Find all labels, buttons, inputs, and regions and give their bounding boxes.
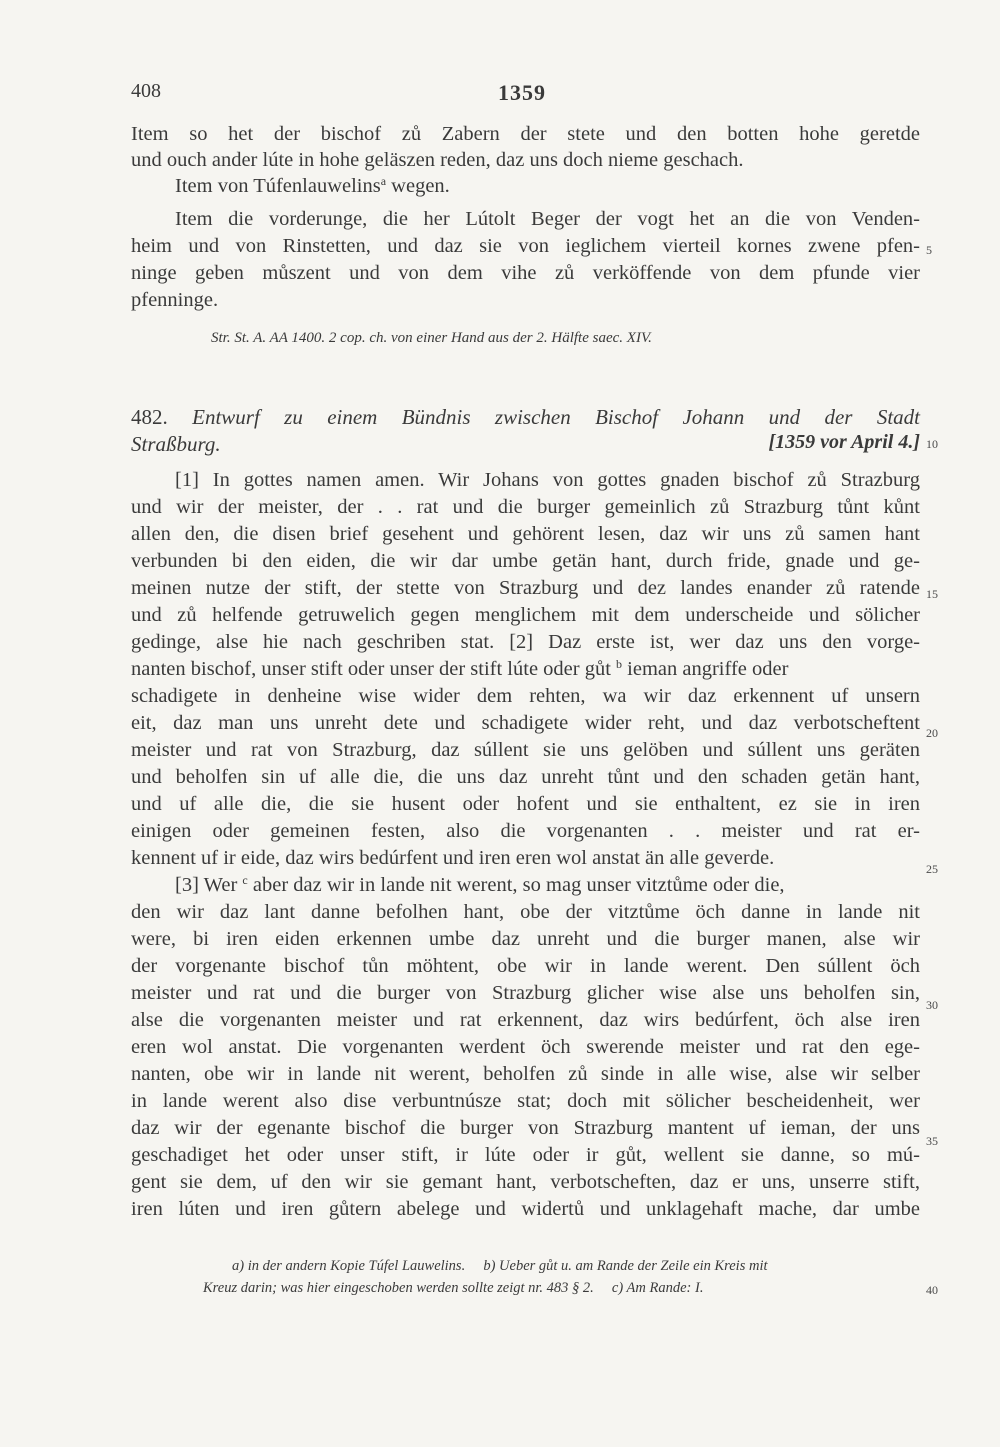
line-number: 35	[926, 1134, 938, 1148]
text-line: und uf alle die, die sie husent oder hofent und sie enthaltent, ez sie in iren	[131, 793, 920, 815]
line-number: 40	[926, 1283, 938, 1297]
text-segment: ieman angriffe oder	[622, 658, 789, 680]
text-line	[131, 656, 920, 682]
text-line: schadigete in denheine wise wider dem rehten, wa wir daz erkennent uf unsern	[131, 685, 920, 707]
text-line: gent sie dem, uf den wir sie gemant hant, verbotscheften, daz er uns, unserre stift,	[131, 1171, 920, 1193]
text-line: und zů helfende getruwelich gegen menglichem mit dem underscheide und sölicher	[131, 604, 920, 626]
text-line: allen den, die disen brief gesehent und gehörent lesen, daz wir uns zů samen hant	[131, 523, 920, 545]
text-line: der vorgenante bischof tůn möhtent, obe wir in lande werent. Den súllent öch	[131, 955, 920, 977]
text-line: verbunden bi den eiden, die wir dar umbe getän hant, durch fride, gnade und ge-	[131, 550, 920, 572]
source-reference: Str. St. A. AA 1400. 2 cop. ch. von einer Hand aus der 2. Hälfte saec. XIV.	[211, 330, 652, 346]
text-line	[175, 173, 964, 199]
document-date: [1359 vor April 4.]	[768, 431, 920, 453]
text-line: daz wir der egenante bischof die burger von Strazburg mantent uf ieman, der uns	[131, 1117, 920, 1139]
text-line: meister und rat und die burger von Strazburg glicher wise alse uns beholfen sin,	[131, 982, 920, 1004]
text-line: eren wol anstat. Die vorgenanten werdent öch swerende meister und rat den ege-	[131, 1036, 920, 1058]
footnote-mark: a	[380, 174, 387, 188]
line-number: 20	[926, 726, 938, 740]
text-line: in lande werent also dise verbuntnúsze stat; doch mit sölicher bescheidenheit, wer	[131, 1090, 920, 1112]
line-number: 25	[926, 862, 938, 876]
footnote: Kreuz darin; was hier eingeschoben werden sollte zeigt nr. 483 § 2. c) Am Rande: I.	[203, 1280, 704, 1296]
text-line: ninge geben můszent und von dem vihe zů verköffende von dem pfunde vier	[131, 262, 920, 284]
line-number: 5	[926, 243, 932, 257]
document-number: 482.	[131, 405, 168, 429]
footnote-mark: c	[242, 873, 248, 887]
text-segment: Item von Túfenlauwelins	[175, 175, 381, 197]
text-line: gedinge, alse hie nach geschriben stat. [2] Daz erste ist, wer daz uns den vorge-	[131, 631, 920, 653]
text-line: meinen nutze der stift, der stette von Strazburg und dez landes enander zů ratende	[131, 577, 920, 599]
document-title-text: Entwurf zu einem Bündnis zwischen Bischof Johann und der Stadt	[192, 405, 921, 429]
text-segment: nanten bischof, unser stift oder unser der stift lúte oder gůt	[131, 658, 611, 680]
text-line: were, bi iren eiden erkennen umbe daz unreht und die burger manen, alse wir	[131, 928, 920, 950]
text-line: und wir der meister, der . . rat und die burger gemeinlich zů Strazburg tůnt kůnt	[131, 496, 920, 518]
text-line: iren lúten und iren gůtern abelege und widertů und unklagehaft mache, dar umbe	[131, 1198, 920, 1220]
text-line: einigen oder gemeinen festen, also die vorgenanten . . meister und rat er-	[131, 820, 920, 842]
footnote-mark: b	[616, 657, 623, 671]
text-line: Item so het der bischof zů Zabern der stete und den botten hohe geretde	[131, 123, 920, 145]
footnote: a) in der andern Kopie Túfel Lauwelins. b) Ueber gůt u. am Rande der Zeile ein Kreis mit	[232, 1258, 768, 1274]
text-line: nanten, obe wir in lande nit werent, beholfen zů sinde in alle wise, alse wir selber	[131, 1063, 920, 1085]
line-number: 30	[926, 998, 938, 1012]
text-line: kennent uf ir eide, daz wirs bedúrfent und iren eren wol anstat än alle geverde.	[131, 847, 775, 869]
text-line	[175, 872, 964, 898]
text-line: pfenninge.	[131, 289, 219, 311]
page-year: 1359	[498, 80, 546, 105]
document-title	[131, 404, 920, 430]
text-line: eit, daz man uns unreht dete und schadigete wider reht, und daz verbotscheftent	[131, 712, 920, 734]
text-line: und ouch ander lúte in hohe geläszen reden, daz uns doch nieme geschach.	[131, 149, 744, 171]
text-line: meister und rat von Strazburg, daz súllent sie uns gelöben und súllent uns geräten	[131, 739, 920, 761]
text-line: und beholfen sin uf alle die, die uns daz unreht tůnt und den schaden getän hant,	[131, 766, 920, 788]
text-line: [1] In gottes namen amen. Wir Johans von gottes gnaden bischof zů Strazburg	[175, 469, 920, 491]
text-line: den wir daz lant danne befolhen hant, obe der vitztůme öch danne in lande nit	[131, 901, 920, 923]
text-line: heim und von Rinstetten, und daz sie von ieglichem vierteil kornes zwene pfen-	[131, 235, 920, 257]
line-number: 15	[926, 587, 938, 601]
text-segment: [3] Wer	[175, 874, 238, 896]
text-segment: wegen.	[386, 175, 450, 197]
text-line: Item die vorderunge, die her Lútolt Beger der vogt het an die von Venden-	[175, 208, 920, 230]
text-line: alse die vorgenanten meister und rat erkennent, daz wirs bedúrfent, öch alse iren	[131, 1009, 920, 1031]
page-number: 408	[131, 80, 161, 102]
text-line: geschadiget het oder unser stift, ir lúte oder ir gůt, wellent sie danne, so mú-	[131, 1144, 920, 1166]
text-segment: aber daz wir in lande nit werent, so mag unser vitztůme oder die,	[247, 874, 785, 896]
line-number: 10	[926, 437, 938, 451]
document-title-cont: Straßburg.	[131, 432, 221, 456]
